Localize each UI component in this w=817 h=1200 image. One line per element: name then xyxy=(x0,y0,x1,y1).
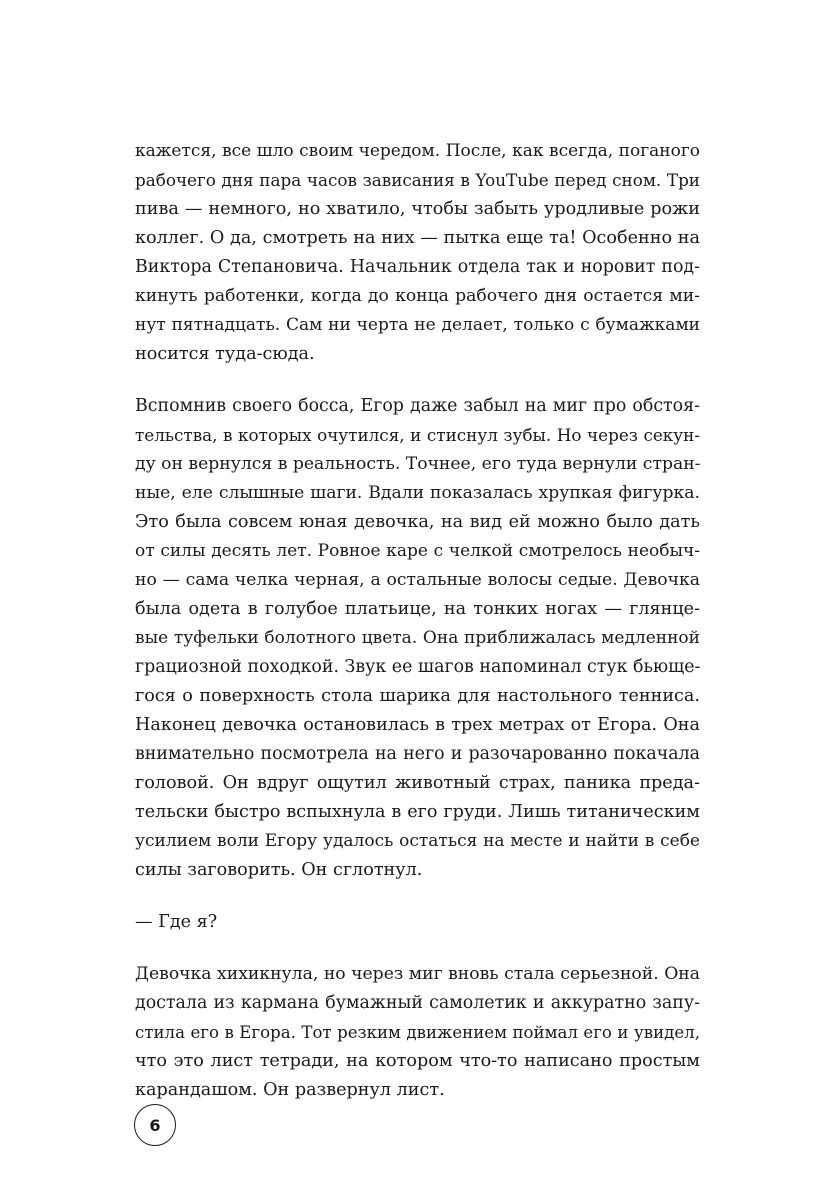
paragraph xyxy=(135,960,700,1105)
text-line: нут пятнадцать. Сам ни черта не делает, только с бумажками xyxy=(135,315,700,335)
text-line: Виктора Степановича. Начальник отдела так и норовит под- xyxy=(135,257,700,277)
text-line: носится туда-сюда. xyxy=(135,344,315,364)
text-line: — Где я? xyxy=(135,912,218,932)
text-line: тельства, в которых очутился, и стиснул зубы. Но через секун- xyxy=(135,425,700,445)
text-line: но — сама челка черная, а остальные волосы седые. Девочка xyxy=(135,570,700,590)
text-line: гося о поверхность стола шарика для настольного тенниса. xyxy=(135,686,700,706)
text-line: стила его в Егора. Тот резким движением поймал его и увидел, xyxy=(135,1023,700,1042)
paragraph xyxy=(135,392,700,885)
paragraph xyxy=(135,137,700,369)
text-line: тельски быстро вспыхнула в его груди. Лишь титаническим xyxy=(135,802,700,822)
text-line: была одета в голубое платьице, на тонких ногах — глянце- xyxy=(135,599,700,619)
text-line: Вспомнив своего босса, Егор даже забыл на миг про обстоя- xyxy=(135,396,700,416)
text-line: Девочка хихикнула, но через миг вновь стала серьезной. Она xyxy=(135,964,700,984)
text-line: грациозной походкой. Звук ее шагов напоминал стук бьюще- xyxy=(135,657,701,677)
text-line: карандашом. Он развернул лист. xyxy=(135,1080,445,1100)
text-line: коллег. О да, смотреть на них — пытка еще та! Особенно на xyxy=(135,228,700,248)
text-line: ду он вернулся в реальность. Точнее, его туда вернули стран- xyxy=(135,454,701,474)
text-line: Это была совсем юная девочка, на вид ей можно было дать xyxy=(135,512,700,532)
text-line: вые туфельки болотного цвета. Она приближалась медленной xyxy=(135,628,700,648)
text-line: ные, еле слышные шаги. Вдали показалась хрупкая фигурка. xyxy=(135,483,700,503)
paragraph xyxy=(135,908,700,937)
page-number xyxy=(134,1104,176,1146)
page-text xyxy=(135,137,700,1128)
text-line: пива — немного, но хватило, чтобы забыть уродливые рожи xyxy=(135,199,700,219)
text-line: что это лист тетради, на котором что-то написано простым xyxy=(135,1051,700,1071)
text-line: головой. Он вдруг ощутил животный страх, паника преда- xyxy=(135,773,700,793)
text-line: от силы десять лет. Ровное каре с челкой смотрелось необыч- xyxy=(135,541,700,561)
text-line: внимательно посмотрела на него и разочарованно покачала xyxy=(135,744,700,764)
text-line: силы заговорить. Он сглотнул. xyxy=(135,860,423,880)
text-line: кажется, все шло своим чередом. После, как всегда, поганого xyxy=(135,141,700,161)
page-number-label: 6 xyxy=(149,1115,161,1135)
text-line: усилием воли Егору удалось остаться на месте и найти в себе xyxy=(135,831,700,851)
text-line: достала из кармана бумажный самолетик и аккуратно запу- xyxy=(135,993,700,1013)
text-line: рабочего дня пара часов зависания в YouTube перед сном. Три xyxy=(135,170,700,190)
text-line: Наконец девочка остановилась в трех метрах от Егора. Она xyxy=(135,715,700,735)
text-line: кинуть работенки, когда до конца рабочего дня остается ми- xyxy=(135,286,700,306)
